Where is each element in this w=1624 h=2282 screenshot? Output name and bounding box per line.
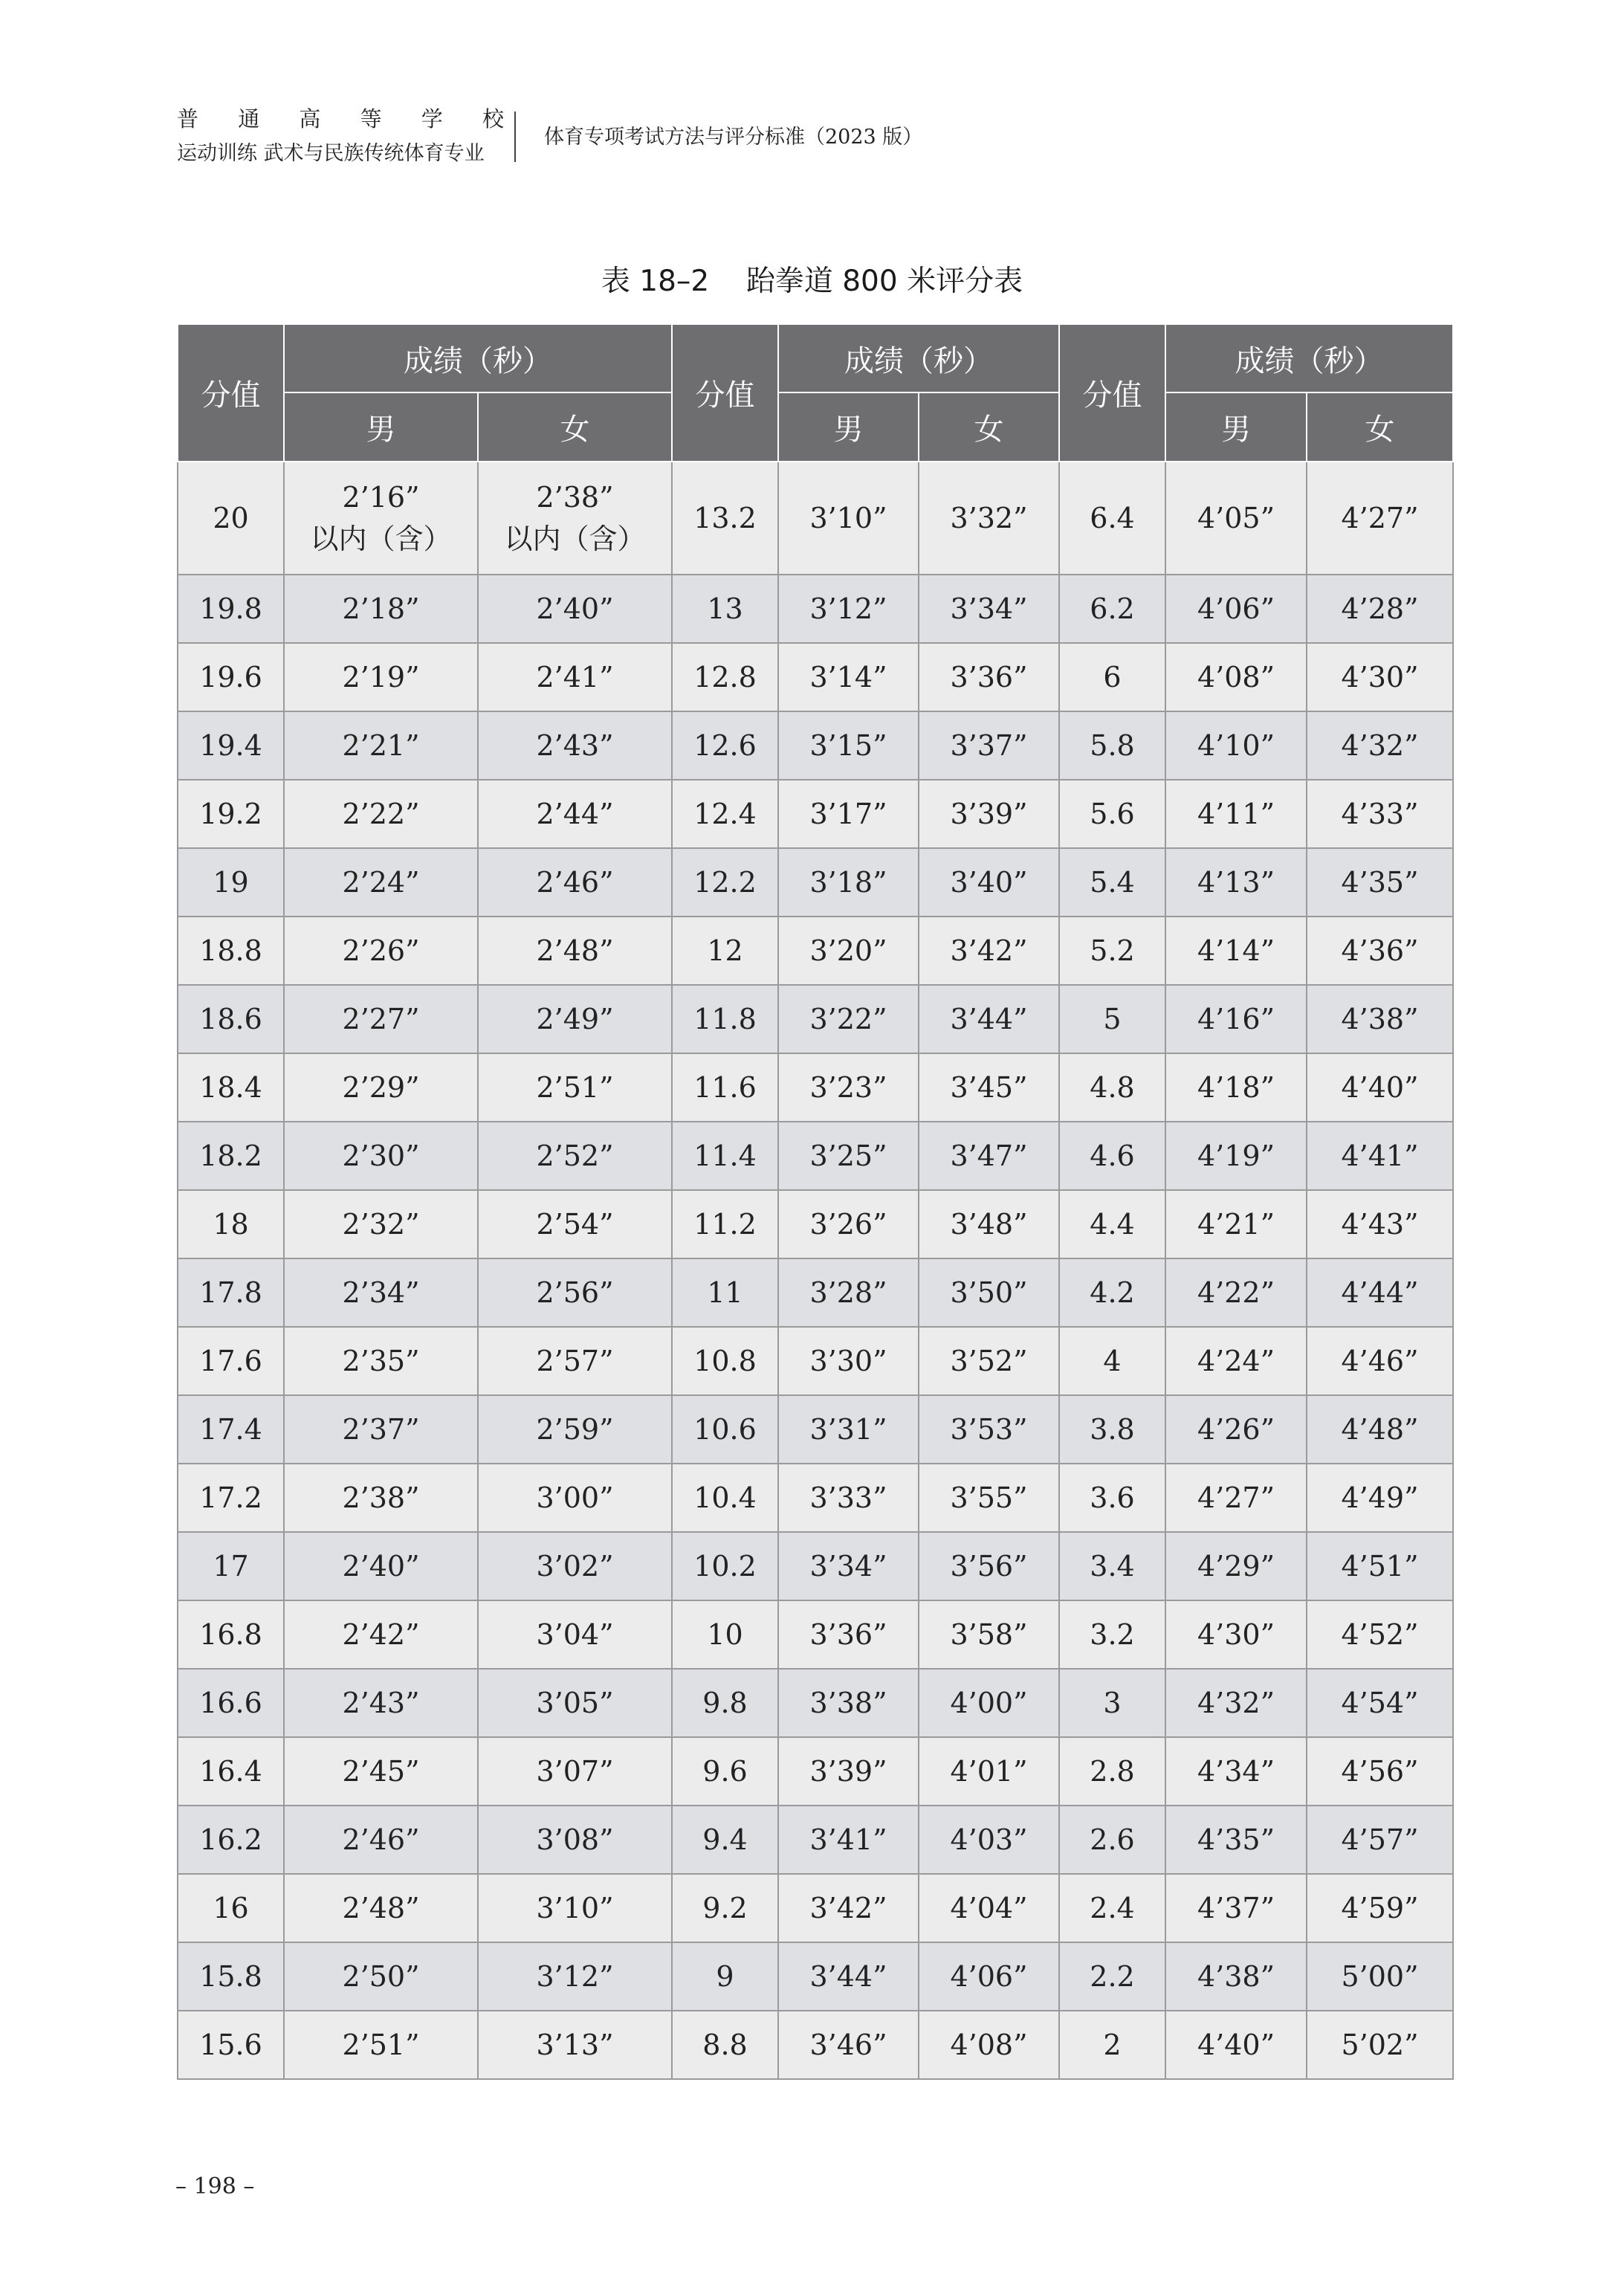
- score-cell: 16.8: [178, 1600, 284, 1669]
- table-row: [178, 1600, 1453, 1669]
- male-result-cell: 3’44”: [778, 1942, 919, 2011]
- male-result-cell: 3’42”: [778, 1874, 919, 1942]
- col-male-header: 男: [778, 392, 919, 462]
- score-cell: 11.6: [672, 1053, 778, 1122]
- score-cell: 10.2: [672, 1532, 778, 1600]
- table-row: [178, 575, 1453, 643]
- table-row: [178, 848, 1453, 917]
- col-male-header: 男: [284, 392, 478, 462]
- score-cell: 13: [672, 575, 778, 643]
- score-cell: 12: [672, 917, 778, 985]
- male-result-cell: 3’39”: [778, 1737, 919, 1806]
- col-score-header: 分值: [1059, 324, 1165, 462]
- score-cell: 5.8: [1059, 711, 1165, 780]
- female-result-cell: 2’44”: [478, 780, 672, 848]
- col-male-header: 男: [1165, 392, 1307, 462]
- table-row: [178, 1053, 1453, 1122]
- female-result-cell: 4’00”: [919, 1669, 1059, 1737]
- score-cell: 9.8: [672, 1669, 778, 1737]
- female-result-cell: [478, 462, 672, 575]
- score-cell: 3.8: [1059, 1395, 1165, 1464]
- male-result-cell: 3’31”: [778, 1395, 919, 1464]
- score-cell: 16.6: [178, 1669, 284, 1737]
- col-result-header: 成绩（秒）: [778, 324, 1059, 392]
- male-result-cell: 4’34”: [1165, 1737, 1307, 1806]
- female-result-cell: 4’27”: [1307, 462, 1453, 575]
- female-result-cell: 4’52”: [1307, 1600, 1453, 1669]
- score-cell: 5: [1059, 985, 1165, 1053]
- female-result-cell: 4’33”: [1307, 780, 1453, 848]
- header-row: [178, 324, 1453, 392]
- score-cell: 10.8: [672, 1327, 778, 1395]
- male-result-cell: 4’27”: [1165, 1464, 1307, 1532]
- male-result-cell: 4’30”: [1165, 1600, 1307, 1669]
- male-result-time: 2’16”: [342, 481, 420, 514]
- score-cell: 9.6: [672, 1737, 778, 1806]
- male-result-cell: 4’18”: [1165, 1053, 1307, 1122]
- male-result-cell: 4’08”: [1165, 643, 1307, 711]
- table-row: [178, 1669, 1453, 1737]
- female-result-cell: 3’34”: [919, 575, 1059, 643]
- score-cell: 4.8: [1059, 1053, 1165, 1122]
- male-result-cell: 3’14”: [778, 643, 919, 711]
- male-result-cell: 2’38”: [284, 1464, 478, 1532]
- score-cell: 19.4: [178, 711, 284, 780]
- table-row: [178, 1122, 1453, 1190]
- male-result-cell: 4’05”: [1165, 462, 1307, 575]
- score-cell: 11.8: [672, 985, 778, 1053]
- score-cell: 11: [672, 1258, 778, 1327]
- male-result-cell: 2’27”: [284, 985, 478, 1053]
- female-result-cell: 4’48”: [1307, 1395, 1453, 1464]
- running-header-left: [177, 104, 504, 169]
- male-result-cell: 3’17”: [778, 780, 919, 848]
- score-cell: 3.4: [1059, 1532, 1165, 1600]
- female-result-cell: 2’52”: [478, 1122, 672, 1190]
- table-row: [178, 1258, 1453, 1327]
- table-row: [178, 2011, 1453, 2079]
- female-result-cell: 3’58”: [919, 1600, 1059, 1669]
- score-cell: 10: [672, 1600, 778, 1669]
- score-cell: 17: [178, 1532, 284, 1600]
- male-result-cell: 2’48”: [284, 1874, 478, 1942]
- female-result-cell: 3’00”: [478, 1464, 672, 1532]
- male-result-cell: 4’26”: [1165, 1395, 1307, 1464]
- score-cell: 2.6: [1059, 1806, 1165, 1874]
- male-result-cell: 4’13”: [1165, 848, 1307, 917]
- female-result-cell: 3’39”: [919, 780, 1059, 848]
- male-result-cell: 2’29”: [284, 1053, 478, 1122]
- score-cell: 16.2: [178, 1806, 284, 1874]
- score-cell: 9.4: [672, 1806, 778, 1874]
- male-result-cell: 4’38”: [1165, 1942, 1307, 2011]
- male-result-cell: [284, 462, 478, 575]
- male-result-cell: 4’21”: [1165, 1190, 1307, 1258]
- male-result-cell: 2’26”: [284, 917, 478, 985]
- female-result-cell: 3’07”: [478, 1737, 672, 1806]
- female-result-cell: 4’51”: [1307, 1532, 1453, 1600]
- score-cell: 11.2: [672, 1190, 778, 1258]
- male-result-cell: 4’14”: [1165, 917, 1307, 985]
- male-result-cell: 2’24”: [284, 848, 478, 917]
- female-result-cell: 3’32”: [919, 462, 1059, 575]
- score-cell: 9: [672, 1942, 778, 2011]
- female-result-note: 以内（含）: [504, 523, 646, 555]
- score-cell: 4.4: [1059, 1190, 1165, 1258]
- male-result-cell: 4’10”: [1165, 711, 1307, 780]
- male-result-cell: 2’21”: [284, 711, 478, 780]
- female-result-cell: 2’43”: [478, 711, 672, 780]
- score-cell: 19.6: [178, 643, 284, 711]
- female-result-cell: 4’57”: [1307, 1806, 1453, 1874]
- score-cell: 17.4: [178, 1395, 284, 1464]
- female-result-cell: 2’56”: [478, 1258, 672, 1327]
- score-cell: 11.4: [672, 1122, 778, 1190]
- score-cell: 2.2: [1059, 1942, 1165, 2011]
- male-result-cell: 2’34”: [284, 1258, 478, 1327]
- score-cell: 18: [178, 1190, 284, 1258]
- female-result-cell: 3’52”: [919, 1327, 1059, 1395]
- male-result-cell: 2’45”: [284, 1737, 478, 1806]
- female-result-cell: 4’40”: [1307, 1053, 1453, 1122]
- male-result-cell: 3’33”: [778, 1464, 919, 1532]
- score-cell: 13.2: [672, 462, 778, 575]
- score-cell: 4.6: [1059, 1122, 1165, 1190]
- score-cell: 3.2: [1059, 1600, 1165, 1669]
- table-row: [178, 1532, 1453, 1600]
- male-result-cell: 3’22”: [778, 985, 919, 1053]
- table-row: [178, 1942, 1453, 2011]
- score-cell: 17.6: [178, 1327, 284, 1395]
- score-cell: 19: [178, 848, 284, 917]
- male-result-cell: 3’38”: [778, 1669, 919, 1737]
- female-result-cell: 4’36”: [1307, 917, 1453, 985]
- female-result-cell: 4’38”: [1307, 985, 1453, 1053]
- male-result-cell: 4’06”: [1165, 575, 1307, 643]
- female-result-cell: 4’03”: [919, 1806, 1059, 1874]
- table-row: [178, 1327, 1453, 1395]
- female-result-cell: 4’06”: [919, 1942, 1059, 2011]
- female-result-cell: 3’10”: [478, 1874, 672, 1942]
- header-char: 普: [177, 106, 199, 132]
- male-result-cell: 2’40”: [284, 1532, 478, 1600]
- header-char: 校: [482, 106, 504, 132]
- score-cell: 2.4: [1059, 1874, 1165, 1942]
- male-result-cell: 2’22”: [284, 780, 478, 848]
- score-cell: 12.6: [672, 711, 778, 780]
- col-score-header: 分值: [672, 324, 778, 462]
- male-result-cell: 2’18”: [284, 575, 478, 643]
- table-row: [178, 1464, 1453, 1532]
- female-result-cell: 2’57”: [478, 1327, 672, 1395]
- female-result-cell: 4’32”: [1307, 711, 1453, 780]
- female-result-cell: 4’59”: [1307, 1874, 1453, 1942]
- female-result-cell: 2’59”: [478, 1395, 672, 1464]
- male-result-cell: 3’20”: [778, 917, 919, 985]
- female-result-cell: 4’08”: [919, 2011, 1059, 2079]
- female-result-cell: 3’44”: [919, 985, 1059, 1053]
- table-row: [178, 643, 1453, 711]
- female-result-cell: 4’35”: [1307, 848, 1453, 917]
- male-result-cell: 2’51”: [284, 2011, 478, 2079]
- male-result-cell: 4’37”: [1165, 1874, 1307, 1942]
- score-cell: 15.8: [178, 1942, 284, 2011]
- table-row: [178, 1806, 1453, 1874]
- col-result-header: 成绩（秒）: [1165, 324, 1453, 392]
- female-result-cell: 2’41”: [478, 643, 672, 711]
- female-result-cell: 3’37”: [919, 711, 1059, 780]
- score-cell: 6.4: [1059, 462, 1165, 575]
- male-result-cell: 3’23”: [778, 1053, 919, 1122]
- female-result-cell: 3’42”: [919, 917, 1059, 985]
- col-female-header: 女: [1307, 392, 1453, 462]
- score-cell: 18.2: [178, 1122, 284, 1190]
- score-cell: 17.2: [178, 1464, 284, 1532]
- scoring-table: [177, 323, 1454, 2080]
- male-result-cell: 3’15”: [778, 711, 919, 780]
- col-score-header: 分值: [178, 324, 284, 462]
- header-char: 通: [238, 106, 260, 132]
- score-cell: 2: [1059, 2011, 1165, 2079]
- score-cell: 20: [178, 462, 284, 575]
- score-cell: 6.2: [1059, 575, 1165, 643]
- male-result-cell: 2’46”: [284, 1806, 478, 1874]
- male-result-cell: 2’43”: [284, 1669, 478, 1737]
- female-result-cell: 3’53”: [919, 1395, 1059, 1464]
- col-female-header: 女: [478, 392, 672, 462]
- header-school-line: [177, 104, 504, 134]
- male-result-cell: 3’36”: [778, 1600, 919, 1669]
- score-cell: 6: [1059, 643, 1165, 711]
- female-result-cell: 2’40”: [478, 575, 672, 643]
- score-cell: 5.2: [1059, 917, 1165, 985]
- table-row: [178, 1737, 1453, 1806]
- female-result-cell: 3’40”: [919, 848, 1059, 917]
- female-result-cell: 3’56”: [919, 1532, 1059, 1600]
- score-cell: 3: [1059, 1669, 1165, 1737]
- score-cell: 12.4: [672, 780, 778, 848]
- score-cell: 5.4: [1059, 848, 1165, 917]
- header-divider: [514, 111, 516, 162]
- male-result-cell: 4’16”: [1165, 985, 1307, 1053]
- male-result-cell: 3’46”: [778, 2011, 919, 2079]
- male-result-cell: 3’41”: [778, 1806, 919, 1874]
- score-cell: 4: [1059, 1327, 1165, 1395]
- female-result-cell: 5’00”: [1307, 1942, 1453, 2011]
- female-result-cell: 3’47”: [919, 1122, 1059, 1190]
- score-cell: 15.6: [178, 2011, 284, 2079]
- table-row: [178, 1874, 1453, 1942]
- page-number: – 198 –: [175, 2173, 255, 2199]
- female-result-cell: 2’49”: [478, 985, 672, 1053]
- female-result-cell: 3’04”: [478, 1600, 672, 1669]
- female-result-cell: 4’04”: [919, 1874, 1059, 1942]
- female-result-cell: 3’36”: [919, 643, 1059, 711]
- table-row: [178, 1190, 1453, 1258]
- female-result-cell: 4’43”: [1307, 1190, 1453, 1258]
- score-cell: 19.2: [178, 780, 284, 848]
- female-result-cell: 2’54”: [478, 1190, 672, 1258]
- col-result-header: 成绩（秒）: [284, 324, 672, 392]
- col-female-header: 女: [919, 392, 1059, 462]
- female-result-cell: 4’54”: [1307, 1669, 1453, 1737]
- female-result-cell: 3’48”: [919, 1190, 1059, 1258]
- table-row: [178, 780, 1453, 848]
- table-row: [178, 462, 1453, 575]
- header-char: 高: [299, 106, 321, 132]
- male-result-cell: 4’24”: [1165, 1327, 1307, 1395]
- male-result-cell: 4’19”: [1165, 1122, 1307, 1190]
- male-result-cell: 3’10”: [778, 462, 919, 575]
- table-row: [178, 985, 1453, 1053]
- score-cell: 3.6: [1059, 1464, 1165, 1532]
- running-header-right: 体育专项考试方法与评分标准（2023 版）: [544, 126, 923, 149]
- score-cell: 16.4: [178, 1737, 284, 1806]
- male-result-cell: 2’37”: [284, 1395, 478, 1464]
- male-result-cell: 3’18”: [778, 848, 919, 917]
- score-cell: 8.8: [672, 2011, 778, 2079]
- male-result-cell: 2’35”: [284, 1327, 478, 1395]
- female-result-cell: 5’02”: [1307, 2011, 1453, 2079]
- score-cell: 17.8: [178, 1258, 284, 1327]
- male-result-cell: 4’32”: [1165, 1669, 1307, 1737]
- male-result-cell: 3’34”: [778, 1532, 919, 1600]
- header-char: 学: [421, 106, 443, 132]
- score-cell: 18.8: [178, 917, 284, 985]
- header-major-line: 运动训练 武术与民族传统体育专业: [177, 142, 485, 165]
- male-result-cell: 2’19”: [284, 643, 478, 711]
- female-result-cell: 3’45”: [919, 1053, 1059, 1122]
- female-result-cell: 3’50”: [919, 1258, 1059, 1327]
- male-result-cell: 3’28”: [778, 1258, 919, 1327]
- female-result-cell: 4’01”: [919, 1737, 1059, 1806]
- score-cell: 10.4: [672, 1464, 778, 1532]
- male-result-cell: 3’25”: [778, 1122, 919, 1190]
- score-cell: 4.2: [1059, 1258, 1165, 1327]
- score-cell: 2.8: [1059, 1737, 1165, 1806]
- male-result-cell: 2’32”: [284, 1190, 478, 1258]
- female-result-cell: 3’02”: [478, 1532, 672, 1600]
- female-result-cell: 4’46”: [1307, 1327, 1453, 1395]
- score-cell: 18.6: [178, 985, 284, 1053]
- female-result-cell: 2’46”: [478, 848, 672, 917]
- score-cell: 9.2: [672, 1874, 778, 1942]
- female-result-cell: 4’28”: [1307, 575, 1453, 643]
- female-result-cell: 2’51”: [478, 1053, 672, 1122]
- score-cell: 18.4: [178, 1053, 284, 1122]
- header-row: [178, 392, 1453, 462]
- score-cell: 12.2: [672, 848, 778, 917]
- male-result-cell: 2’42”: [284, 1600, 478, 1669]
- male-result-cell: 4’40”: [1165, 2011, 1307, 2079]
- female-result-cell: 3’05”: [478, 1669, 672, 1737]
- male-result-cell: 2’30”: [284, 1122, 478, 1190]
- table-title: 表 18–2 跆拳道 800 米评分表: [601, 265, 1023, 298]
- score-cell: 5.6: [1059, 780, 1165, 848]
- male-result-cell: 3’12”: [778, 575, 919, 643]
- female-result-time: 2’38”: [536, 481, 614, 514]
- male-result-cell: 2’50”: [284, 1942, 478, 2011]
- female-result-cell: 4’56”: [1307, 1737, 1453, 1806]
- female-result-cell: 4’30”: [1307, 643, 1453, 711]
- female-result-cell: 3’55”: [919, 1464, 1059, 1532]
- female-result-cell: 4’44”: [1307, 1258, 1453, 1327]
- male-result-cell: 4’35”: [1165, 1806, 1307, 1874]
- male-result-cell: 4’11”: [1165, 780, 1307, 848]
- male-result-cell: 4’29”: [1165, 1532, 1307, 1600]
- male-result-cell: 3’26”: [778, 1190, 919, 1258]
- score-cell: 19.8: [178, 575, 284, 643]
- female-result-cell: 4’41”: [1307, 1122, 1453, 1190]
- female-result-cell: 3’13”: [478, 2011, 672, 2079]
- female-result-cell: 2’48”: [478, 917, 672, 985]
- male-result-cell: 4’22”: [1165, 1258, 1307, 1327]
- female-result-cell: 4’49”: [1307, 1464, 1453, 1532]
- header-char: 等: [360, 106, 382, 132]
- table-row: [178, 1395, 1453, 1464]
- female-result-cell: 3’08”: [478, 1806, 672, 1874]
- table-row: [178, 711, 1453, 780]
- female-result-cell: 3’12”: [478, 1942, 672, 2011]
- table-row: [178, 917, 1453, 985]
- score-cell: 10.6: [672, 1395, 778, 1464]
- male-result-note: 以内（含）: [310, 523, 452, 555]
- male-result-cell: 3’30”: [778, 1327, 919, 1395]
- score-cell: 12.8: [672, 643, 778, 711]
- score-cell: 16: [178, 1874, 284, 1942]
